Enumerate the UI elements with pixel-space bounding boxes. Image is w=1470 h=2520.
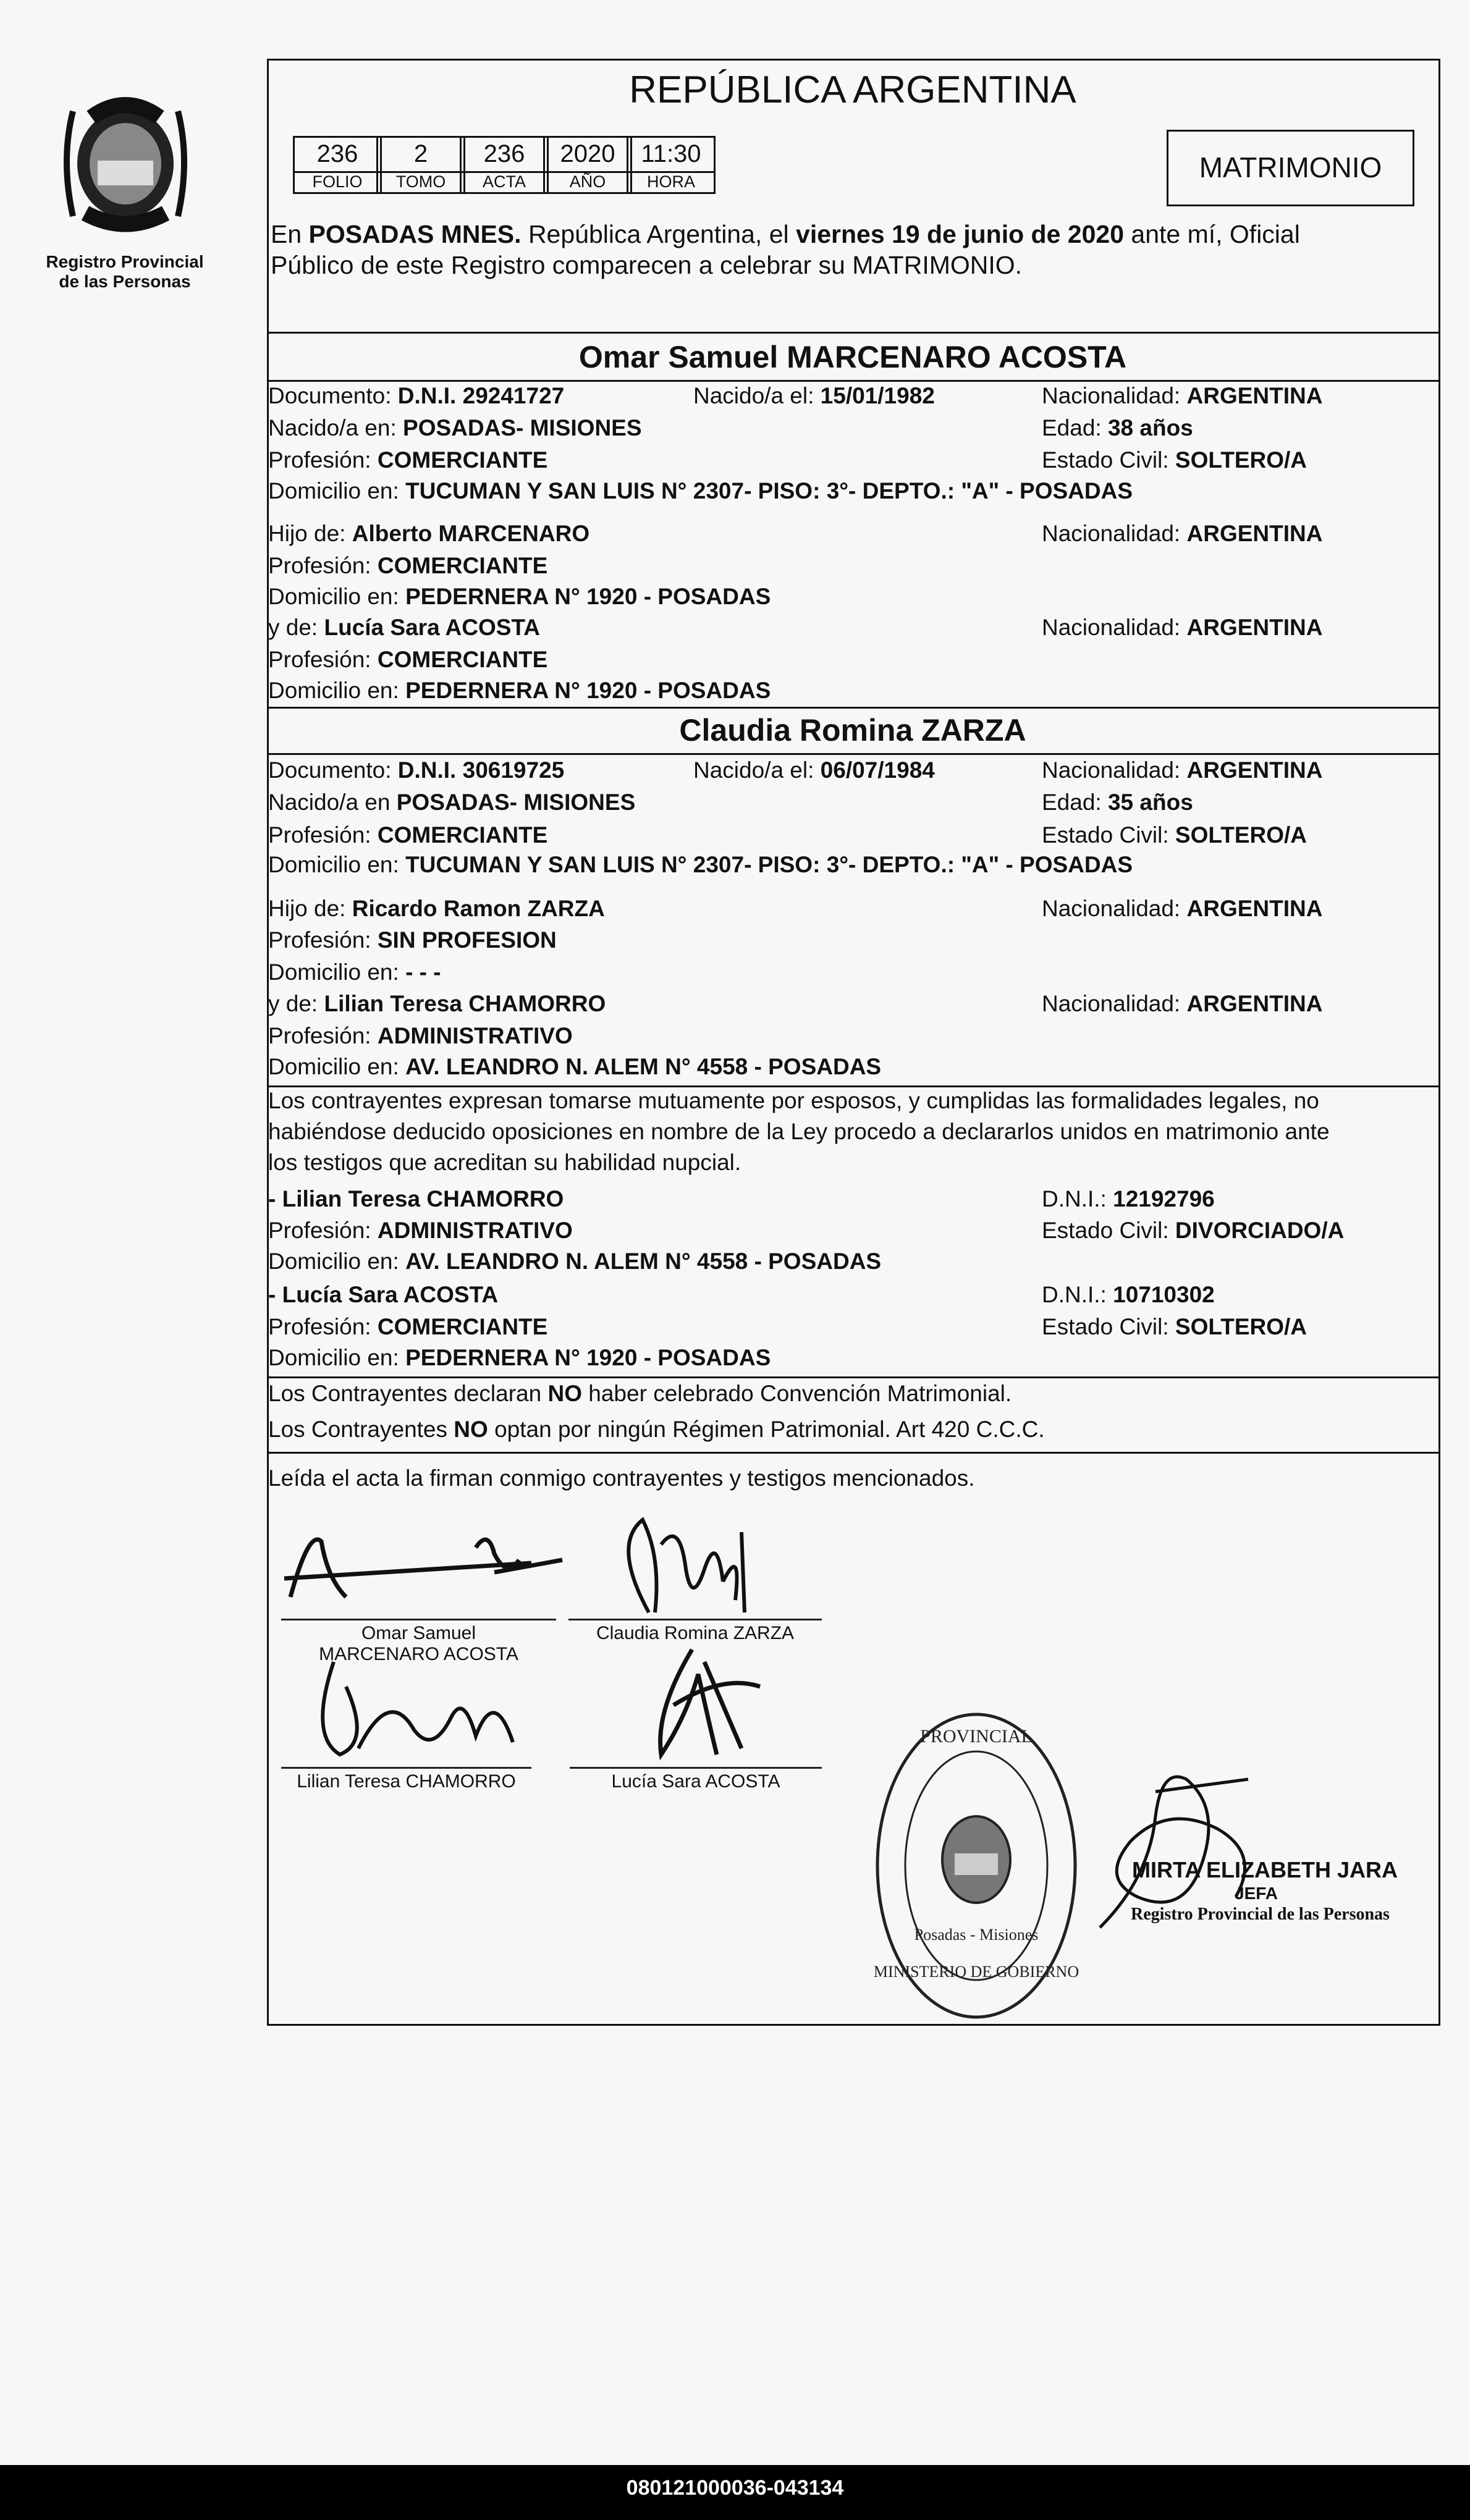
c1-birthplace: Nacido/a en: POSADAS- MISIONES bbox=[268, 415, 642, 440]
c1-born: Nacido/a el: 15/01/1982 bbox=[693, 383, 935, 408]
divider bbox=[267, 332, 1438, 334]
signature-line bbox=[570, 1767, 822, 1769]
c1-father-prof: Profesión: COMERCIANTE bbox=[268, 553, 548, 578]
c2-civil: Estado Civil: SOLTERO/A bbox=[1042, 822, 1307, 848]
tomo-label: TOMO bbox=[376, 171, 465, 194]
c2-father-dom: Domicilio en: - - - bbox=[268, 959, 441, 985]
c2-nat: Nacionalidad: ARGENTINA bbox=[1042, 757, 1323, 783]
c2-profession: Profesión: COMERCIANTE bbox=[268, 822, 548, 848]
c2-birthplace: Nacido/a en POSADAS- MISIONES bbox=[268, 790, 636, 815]
c1-father: Hijo de: Alberto MARCENARO bbox=[268, 521, 590, 546]
folio-label: FOLIO bbox=[293, 171, 382, 194]
declaration-line3: los testigos que acreditan su habilidad nupcial. bbox=[268, 1150, 741, 1175]
witness2-prof: Profesión: COMERCIANTE bbox=[268, 1314, 548, 1339]
signature-lucia bbox=[618, 1637, 779, 1767]
c2-father-nat: Nacionalidad: ARGENTINA bbox=[1042, 896, 1323, 921]
witness1-dni: D.N.I.: 12192796 bbox=[1042, 1186, 1215, 1212]
tomo-value: 2 bbox=[376, 136, 465, 173]
c1-mother-nat: Nacionalidad: ARGENTINA bbox=[1042, 615, 1323, 640]
signature-lilian bbox=[297, 1650, 531, 1767]
official-name: MIRTA ELIZABETH JARA bbox=[1132, 1857, 1398, 1882]
c2-domicile: Domicilio en: TUCUMAN Y SAN LUIS N° 2307- PISO: 3°- DEPTO.: "A" - POSADAS bbox=[268, 852, 1133, 877]
convention-line1: Los Contrayentes declaran NO haber celebrado Convención Matrimonial. bbox=[268, 1381, 1012, 1406]
c1-mother-prof: Profesión: COMERCIANTE bbox=[268, 647, 548, 672]
c2-mother: y de: Lilian Teresa CHAMORRO bbox=[268, 991, 606, 1016]
divider bbox=[267, 380, 1438, 382]
c1-age: Edad: 38 años bbox=[1042, 415, 1193, 440]
registry-name-line2: de las Personas bbox=[59, 272, 191, 291]
contrayente2-name: Claudia Romina ZARZA bbox=[679, 713, 1026, 748]
hora-label: HORA bbox=[627, 171, 716, 194]
divider bbox=[267, 1376, 1438, 1378]
svg-text:MINISTERIO DE GOBIERNO: MINISTERIO DE GOBIERNO bbox=[873, 1963, 1079, 1981]
acta-label: ACTA bbox=[460, 171, 549, 194]
acta-value: 236 bbox=[460, 136, 549, 173]
c1-nat: Nacionalidad: ARGENTINA bbox=[1042, 383, 1323, 408]
witness1-dom: Domicilio en: AV. LEANDRO N. ALEM N° 4558 - POSADAS bbox=[268, 1249, 882, 1274]
c2-age: Edad: 35 años bbox=[1042, 790, 1193, 815]
document-code-bar bbox=[0, 2465, 1470, 2520]
official-office: Registro Provincial de las Personas bbox=[1131, 1905, 1390, 1924]
province-seal-icon bbox=[48, 86, 203, 247]
signature-claudia bbox=[593, 1507, 779, 1625]
ceremony-date: viernes 19 de junio de 2020 bbox=[796, 220, 1124, 248]
divider bbox=[267, 753, 1438, 755]
c1-profession: Profesión: COMERCIANTE bbox=[268, 447, 548, 473]
c1-civil: Estado Civil: SOLTERO/A bbox=[1042, 447, 1307, 473]
country-title: REPÚBLICA ARGENTINA bbox=[629, 69, 1076, 111]
c2-father-prof: Profesión: SIN PROFESION bbox=[268, 927, 557, 953]
witness1-prof: Profesión: ADMINISTRATIVO bbox=[268, 1218, 573, 1243]
contrayente1-name: Omar Samuel MARCENARO ACOSTA bbox=[578, 340, 1127, 374]
c2-father: Hijo de: Ricardo Ramon ZARZA bbox=[268, 896, 605, 921]
witness2-dom: Domicilio en: PEDERNERA N° 1920 - POSADAS bbox=[268, 1345, 771, 1370]
c2-mother-prof: Profesión: ADMINISTRATIVO bbox=[268, 1023, 573, 1048]
sig-lucia: Lucía Sara ACOSTA bbox=[611, 1771, 780, 1792]
document-code: 080121000036-043134 bbox=[626, 2476, 844, 2500]
witness2-dni: D.N.I.: 10710302 bbox=[1042, 1282, 1215, 1307]
signature-omar bbox=[272, 1504, 581, 1616]
hora-value: 11:30 bbox=[627, 136, 716, 173]
closing-text: Leída el acta la firman conmigo contrayentes y testigos mencionados. bbox=[268, 1465, 975, 1491]
svg-text:Posadas - Misiones: Posadas - Misiones bbox=[914, 1926, 1039, 1944]
c2-mother-nat: Nacionalidad: ARGENTINA bbox=[1042, 991, 1323, 1016]
divider bbox=[267, 707, 1438, 709]
official-role: JEFA bbox=[1235, 1884, 1278, 1903]
act-type: MATRIMONIO bbox=[1199, 151, 1382, 183]
witness2-civil: Estado Civil: SOLTERO/A bbox=[1042, 1314, 1307, 1339]
folio-value: 236 bbox=[293, 136, 382, 173]
registry-name-line1: Registro Provincial bbox=[46, 252, 204, 271]
c1-father-dom: Domicilio en: PEDERNERA N° 1920 - POSADAS bbox=[268, 584, 771, 609]
c1-mother-dom: Domicilio en: PEDERNERA N° 1920 - POSADAS bbox=[268, 678, 771, 703]
sig-claudia: Claudia Romina ZARZA bbox=[596, 1623, 795, 1643]
registry-logo bbox=[48, 86, 203, 247]
declaration-line1: Los contrayentes expresan tomarse mutuamente por esposos, y cumplidas las formalidades legales, no bbox=[268, 1088, 1319, 1113]
convention-line2: Los Contrayentes NO optan por ningún Régimen Patrimonial. Art 420 C.C.C. bbox=[268, 1417, 1045, 1442]
c1-mother: y de: Lucía Sara ACOSTA bbox=[268, 615, 541, 640]
c1-father-nat: Nacionalidad: ARGENTINA bbox=[1042, 521, 1323, 546]
signature-line bbox=[281, 1619, 556, 1620]
witness1-civil: Estado Civil: DIVORCIADO/A bbox=[1042, 1218, 1345, 1243]
anio-value: 2020 bbox=[543, 136, 632, 173]
intro-line2: Público de este Registro comparecen a celebrar su MATRIMONIO. bbox=[271, 251, 1023, 279]
declaration-line2: habiéndose deducido oposiciones en nombre de la Ley procedo a declararlos unidos en matrimonio ante bbox=[268, 1119, 1330, 1144]
sig-omar-line2: MARCENARO ACOSTA bbox=[319, 1644, 518, 1664]
c1-domicile: Domicilio en: TUCUMAN Y SAN LUIS N° 2307- PISO: 3°- DEPTO.: "A" - POSADAS bbox=[268, 478, 1133, 504]
c2-born: Nacido/a el: 06/07/1984 bbox=[693, 757, 935, 783]
anio-label: AÑO bbox=[543, 171, 632, 194]
divider bbox=[267, 1452, 1438, 1454]
signature-line bbox=[568, 1619, 822, 1620]
witness2-name: - Lucía Sara ACOSTA bbox=[268, 1282, 499, 1307]
c1-doc: Documento: D.N.I. 29241727 bbox=[268, 383, 565, 408]
sig-omar-line1: Omar Samuel bbox=[361, 1623, 476, 1643]
svg-text:PROVINCIAL: PROVINCIAL bbox=[920, 1726, 1033, 1747]
ceremony-place: POSADAS MNES. bbox=[308, 220, 522, 248]
witness1-name: - Lilian Teresa CHAMORRO bbox=[268, 1186, 564, 1212]
c2-doc: Documento: D.N.I. 30619725 bbox=[268, 757, 565, 783]
c2-mother-dom: Domicilio en: AV. LEANDRO N. ALEM N° 4558 - POSADAS bbox=[268, 1054, 882, 1079]
signature-line bbox=[281, 1767, 531, 1769]
intro-line1: En POSADAS MNES. República Argentina, el viernes 19 de junio de 2020 ante mí, Oficial bbox=[271, 220, 1300, 248]
sig-lilian: Lilian Teresa CHAMORRO bbox=[297, 1771, 516, 1792]
